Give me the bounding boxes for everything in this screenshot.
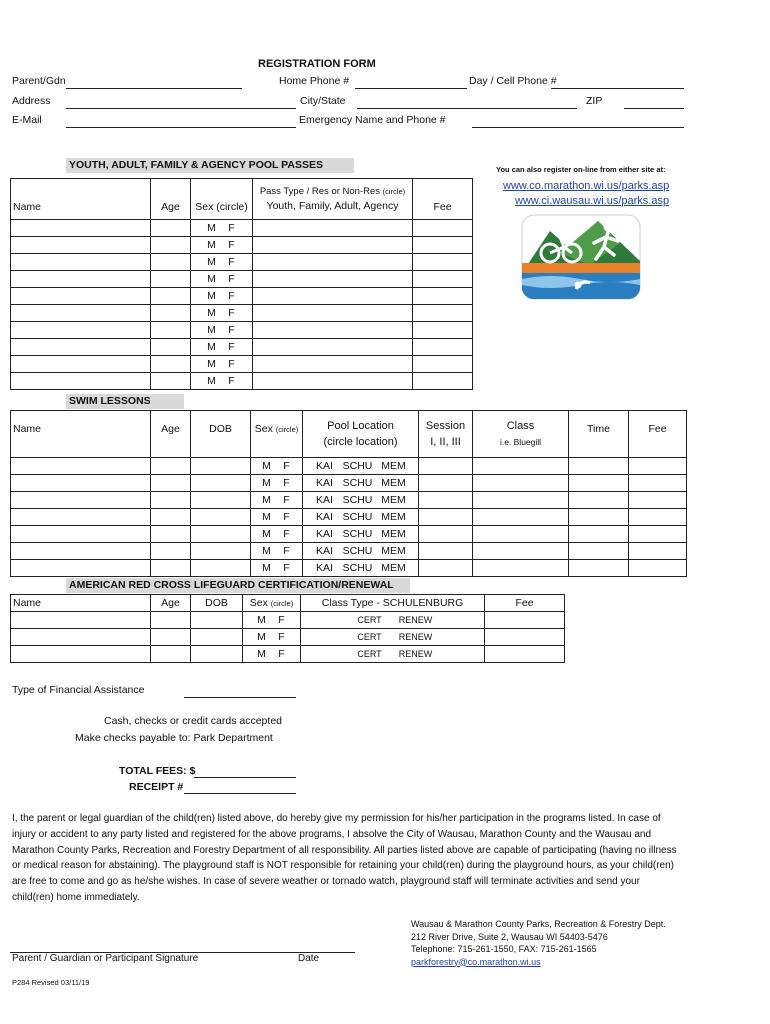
sex-cell[interactable] bbox=[191, 237, 253, 254]
loc-kai[interactable]: KAI bbox=[316, 460, 333, 472]
sex-cell[interactable] bbox=[243, 646, 301, 663]
lg-col-class: Class Type - SCHULENBURG bbox=[301, 595, 485, 612]
class-type-cell[interactable] bbox=[301, 629, 485, 646]
form-title: REGISTRATION FORM bbox=[258, 58, 376, 70]
name-cell[interactable] bbox=[11, 612, 151, 629]
dob-cell[interactable] bbox=[191, 646, 243, 663]
class-cell[interactable] bbox=[473, 543, 569, 560]
fee-cell[interactable] bbox=[629, 492, 687, 509]
loc-kai[interactable]: KAI bbox=[316, 528, 333, 540]
name-cell[interactable] bbox=[11, 373, 151, 390]
sex-f[interactable]: F bbox=[283, 511, 290, 523]
table-row bbox=[11, 475, 687, 492]
assistance-label: Type of Financial Assistance bbox=[12, 684, 145, 696]
city-state-field[interactable] bbox=[357, 108, 577, 109]
swim-rows bbox=[11, 458, 687, 577]
zip-label: ZIP bbox=[586, 95, 603, 107]
fee-cell[interactable] bbox=[485, 612, 565, 629]
sex-m[interactable]: M bbox=[207, 239, 216, 251]
receipt-field[interactable] bbox=[184, 793, 296, 794]
sex-cell[interactable] bbox=[191, 356, 253, 373]
session-note: I, II, III bbox=[430, 436, 461, 448]
age-cell[interactable] bbox=[151, 288, 191, 305]
swim-col-session bbox=[419, 411, 473, 458]
pool-location-note: (circle location) bbox=[323, 436, 398, 448]
session-cell[interactable] bbox=[419, 458, 473, 475]
loc-kai[interactable]: KAI bbox=[316, 562, 333, 574]
pool-location-cell[interactable] bbox=[303, 475, 419, 492]
fee-cell[interactable] bbox=[413, 356, 473, 373]
class-label: Class bbox=[506, 420, 535, 432]
sex-m[interactable]: M bbox=[207, 273, 216, 285]
fee-cell[interactable] bbox=[413, 288, 473, 305]
dob-cell[interactable] bbox=[191, 543, 251, 560]
sex-cell[interactable] bbox=[191, 254, 253, 271]
address-label: Address bbox=[12, 95, 51, 107]
session-cell[interactable] bbox=[419, 560, 473, 577]
sex-f[interactable]: F bbox=[283, 545, 290, 557]
pass-type-cell[interactable] bbox=[253, 254, 413, 271]
sex-cell[interactable] bbox=[243, 629, 301, 646]
pass-type-cell[interactable] bbox=[253, 339, 413, 356]
revision-note: P284 Revised 03/11/19 bbox=[12, 978, 90, 987]
loc-mem[interactable]: MEM bbox=[381, 460, 406, 472]
time-cell[interactable] bbox=[569, 560, 629, 577]
sex-cell[interactable] bbox=[191, 220, 253, 237]
sex-cell[interactable] bbox=[251, 560, 303, 577]
loc-schu[interactable]: SCHU bbox=[342, 494, 373, 506]
class-cell[interactable] bbox=[473, 526, 569, 543]
pool-location-cell[interactable] bbox=[303, 492, 419, 509]
table-row bbox=[11, 288, 473, 305]
dob-cell[interactable] bbox=[191, 509, 251, 526]
pool-pass-table bbox=[10, 178, 473, 390]
class-cell[interactable] bbox=[473, 560, 569, 577]
sex-cell[interactable] bbox=[191, 271, 253, 288]
parent-label: Parent/Gdn bbox=[12, 75, 66, 87]
renew-option[interactable]: RENEW bbox=[398, 649, 433, 659]
lg-col-dob: DOB bbox=[191, 595, 243, 612]
sex-cell[interactable] bbox=[191, 322, 253, 339]
sex-m[interactable]: M bbox=[207, 341, 216, 353]
table-row bbox=[11, 356, 473, 373]
sex-f[interactable]: F bbox=[228, 341, 235, 353]
loc-mem[interactable]: MEM bbox=[381, 494, 406, 506]
pass-type-cell[interactable] bbox=[253, 271, 413, 288]
sex-f[interactable]: F bbox=[228, 375, 235, 387]
total-fees-label: TOTAL FEES: $ bbox=[119, 765, 196, 777]
fee-cell[interactable] bbox=[413, 339, 473, 356]
sex-f[interactable]: F bbox=[228, 256, 235, 268]
parks-logo bbox=[520, 213, 642, 301]
sex-f[interactable]: F bbox=[278, 631, 285, 643]
time-cell[interactable] bbox=[569, 492, 629, 509]
waiver-text: I, the parent or legal guardian of the child(ren) listed above, do hereby give my permission for his/her participation in the programs listed. In case of injury or accident to any party listed and registered for the above programs, I absolve the City of Wausau, Marathon County and the Wausau and Marathon County Parks, Recreation and Forestry Department of all responsibility. All parties listed above are capable of participating (having no illness or medical reason for abstaining). The playground staff is NOT responsible for retaining your child(ren) during the playground hours, as your child(ren) are free to come and go as he/she wishes. In case of severe weather or tornado watch, playground staff will terminate activities and send your child(ren) home immediately. bbox=[12, 813, 677, 903]
swim-lessons-title: SWIM LESSONS bbox=[66, 394, 184, 409]
sex-f[interactable]: F bbox=[228, 273, 235, 285]
name-cell[interactable] bbox=[11, 254, 151, 271]
org-name: Wausau & Marathon County Parks, Recreation & Forestry Dept. bbox=[411, 919, 666, 929]
table-row bbox=[11, 305, 473, 322]
pool-location-cell[interactable] bbox=[303, 526, 419, 543]
table-row bbox=[11, 509, 687, 526]
sex-f[interactable]: F bbox=[278, 648, 285, 660]
class-type-cell[interactable] bbox=[301, 646, 485, 663]
pass-type-cell[interactable] bbox=[253, 237, 413, 254]
name-cell[interactable] bbox=[11, 560, 151, 577]
lifeguard-title: AMERICAN RED CROSS LIFEGUARD CERTIFICATION/RENEWAL bbox=[66, 578, 410, 593]
wausau-link[interactable]: www.ci.wausau.wi.us/parks.asp bbox=[515, 195, 670, 207]
sex-cell[interactable] bbox=[191, 339, 253, 356]
table-row bbox=[11, 339, 473, 356]
age-cell[interactable] bbox=[151, 526, 191, 543]
sex-f[interactable]: F bbox=[283, 460, 290, 472]
session-cell[interactable] bbox=[419, 509, 473, 526]
dob-cell[interactable] bbox=[191, 629, 243, 646]
class-cell[interactable] bbox=[473, 475, 569, 492]
lifeguard-rows bbox=[11, 612, 565, 663]
loc-schu[interactable]: SCHU bbox=[342, 477, 373, 489]
loc-kai[interactable]: KAI bbox=[316, 511, 333, 523]
date-label: Date bbox=[298, 953, 320, 964]
sex-cell[interactable] bbox=[191, 305, 253, 322]
loc-mem[interactable]: MEM bbox=[381, 545, 406, 557]
sex-m[interactable]: M bbox=[262, 494, 271, 506]
swim-table bbox=[10, 410, 687, 577]
emergency-field[interactable] bbox=[472, 127, 684, 128]
age-cell[interactable] bbox=[151, 356, 191, 373]
assistance-field[interactable] bbox=[184, 697, 296, 698]
age-cell[interactable] bbox=[151, 458, 191, 475]
sex-m[interactable]: M bbox=[262, 477, 271, 489]
name-cell[interactable] bbox=[11, 288, 151, 305]
dob-cell[interactable] bbox=[191, 475, 251, 492]
table-row bbox=[11, 646, 565, 663]
pool-location-cell[interactable] bbox=[303, 509, 419, 526]
age-cell[interactable] bbox=[151, 475, 191, 492]
sex-f[interactable]: F bbox=[228, 324, 235, 336]
time-cell[interactable] bbox=[569, 526, 629, 543]
age-cell[interactable] bbox=[151, 509, 191, 526]
zip-field[interactable] bbox=[624, 108, 684, 109]
class-note: i.e. Bluegill bbox=[499, 437, 542, 447]
table-row bbox=[11, 322, 473, 339]
age-cell[interactable] bbox=[151, 339, 191, 356]
name-cell[interactable] bbox=[11, 220, 151, 237]
sex-cell[interactable] bbox=[251, 543, 303, 560]
sex-m[interactable]: M bbox=[257, 631, 266, 643]
lg-sex-note: (circle) bbox=[270, 599, 294, 608]
name-cell[interactable] bbox=[11, 356, 151, 373]
renew-option[interactable]: RENEW bbox=[398, 632, 433, 642]
city-state-label: City/State bbox=[300, 95, 346, 107]
swim-col-fee: Fee bbox=[629, 411, 687, 458]
age-cell[interactable] bbox=[151, 646, 191, 663]
org-email-link[interactable]: parkforestry@co.marathon.wi.us bbox=[411, 956, 541, 967]
pool-col-name: Name bbox=[11, 179, 151, 220]
lg-col-sex bbox=[243, 595, 301, 612]
pass-type-cell[interactable] bbox=[253, 356, 413, 373]
table-row bbox=[11, 526, 687, 543]
fee-cell[interactable] bbox=[485, 629, 565, 646]
class-cell[interactable] bbox=[473, 509, 569, 526]
swim-col-class bbox=[473, 411, 569, 458]
footer-address bbox=[411, 918, 666, 968]
age-cell[interactable] bbox=[151, 543, 191, 560]
table-row bbox=[11, 458, 687, 475]
swim-sex-note: (circle) bbox=[275, 425, 299, 434]
home-phone-label: Home Phone # bbox=[279, 75, 350, 87]
age-cell[interactable] bbox=[151, 612, 191, 629]
loc-kai[interactable]: KAI bbox=[316, 494, 333, 506]
loc-mem[interactable]: MEM bbox=[381, 528, 406, 540]
signature-label: Parent / Guardian or Participant Signature bbox=[12, 953, 199, 964]
org-phone: Telephone: 715-261-1550, FAX: 715-261-1565 bbox=[411, 944, 597, 954]
dob-cell[interactable] bbox=[191, 492, 251, 509]
sex-f[interactable]: F bbox=[228, 222, 235, 234]
cell-phone-label: Day / Cell Phone # bbox=[469, 75, 557, 87]
swim-col-age: Age bbox=[151, 411, 191, 458]
pool-location-cell[interactable] bbox=[303, 458, 419, 475]
loc-schu[interactable]: SCHU bbox=[342, 545, 373, 557]
swim-col-time: Time bbox=[569, 411, 629, 458]
receipt-label: RECEIPT # bbox=[129, 781, 184, 793]
table-row bbox=[11, 373, 473, 390]
name-cell[interactable] bbox=[11, 509, 151, 526]
marathon-link[interactable]: www.co.marathon.wi.us/parks.asp bbox=[503, 180, 670, 192]
loc-mem[interactable]: MEM bbox=[381, 511, 406, 523]
sex-f[interactable]: F bbox=[283, 494, 290, 506]
table-row bbox=[11, 560, 687, 577]
sex-f[interactable]: F bbox=[228, 239, 235, 251]
pass-type-options: Youth, Family, Adult, Agency bbox=[266, 200, 399, 212]
sex-m[interactable]: M bbox=[207, 290, 216, 302]
cell-phone-field[interactable] bbox=[551, 88, 684, 89]
checks-note: Make checks payable to: Park Department bbox=[75, 732, 273, 744]
swim-col-pool bbox=[303, 411, 419, 458]
name-cell[interactable] bbox=[11, 237, 151, 254]
age-cell[interactable] bbox=[151, 373, 191, 390]
sex-m[interactable]: M bbox=[207, 358, 216, 370]
sex-m[interactable]: M bbox=[262, 511, 271, 523]
sex-m[interactable]: M bbox=[207, 307, 216, 319]
pool-col-sex: Sex (circle) bbox=[191, 179, 253, 220]
lifeguard-table bbox=[10, 594, 565, 663]
sex-m[interactable]: M bbox=[207, 324, 216, 336]
swim-col-dob: DOB bbox=[191, 411, 251, 458]
fee-cell[interactable] bbox=[413, 305, 473, 322]
sex-f[interactable]: F bbox=[228, 307, 235, 319]
pool-col-fee: Fee bbox=[413, 179, 473, 220]
table-row bbox=[11, 237, 473, 254]
sex-cell[interactable] bbox=[251, 509, 303, 526]
fee-cell[interactable] bbox=[413, 271, 473, 288]
age-cell[interactable] bbox=[151, 492, 191, 509]
table-row bbox=[11, 492, 687, 509]
class-cell[interactable] bbox=[473, 492, 569, 509]
name-cell[interactable] bbox=[11, 305, 151, 322]
swim-col-name: Name bbox=[11, 411, 151, 458]
swim-col-sex bbox=[251, 411, 303, 458]
fee-cell[interactable] bbox=[629, 526, 687, 543]
loc-kai[interactable]: KAI bbox=[316, 477, 333, 489]
sex-m[interactable]: M bbox=[262, 528, 271, 540]
loc-schu[interactable]: SCHU bbox=[342, 460, 373, 472]
age-cell[interactable] bbox=[151, 305, 191, 322]
email-label: E-Mail bbox=[12, 114, 42, 126]
online-note: You can also register on-line from either site at: bbox=[496, 165, 666, 174]
table-row bbox=[11, 254, 473, 271]
dob-cell[interactable] bbox=[191, 612, 243, 629]
name-cell[interactable] bbox=[11, 492, 151, 509]
name-cell[interactable] bbox=[11, 322, 151, 339]
name-cell[interactable] bbox=[11, 339, 151, 356]
cert-option[interactable]: CERT bbox=[357, 649, 382, 659]
age-cell[interactable] bbox=[151, 271, 191, 288]
pool-passes-title: YOUTH, ADULT, FAMILY & AGENCY POOL PASSES bbox=[66, 158, 354, 173]
name-cell[interactable] bbox=[11, 458, 151, 475]
age-cell[interactable] bbox=[151, 560, 191, 577]
loc-mem[interactable]: MEM bbox=[381, 562, 406, 574]
fee-cell[interactable] bbox=[413, 373, 473, 390]
session-cell[interactable] bbox=[419, 543, 473, 560]
fee-cell[interactable] bbox=[629, 560, 687, 577]
session-cell[interactable] bbox=[419, 492, 473, 509]
pool-location-label: Pool Location bbox=[327, 420, 394, 432]
dob-cell[interactable] bbox=[191, 458, 251, 475]
table-row bbox=[11, 271, 473, 288]
sex-f[interactable]: F bbox=[228, 290, 235, 302]
pool-col-pass bbox=[253, 179, 413, 220]
home-phone-field[interactable] bbox=[355, 88, 467, 89]
dob-cell[interactable] bbox=[191, 526, 251, 543]
time-cell[interactable] bbox=[569, 458, 629, 475]
class-type-cell[interactable] bbox=[301, 612, 485, 629]
sex-m[interactable]: M bbox=[207, 222, 216, 234]
fee-cell[interactable] bbox=[413, 322, 473, 339]
sex-m[interactable]: M bbox=[262, 460, 271, 472]
time-cell[interactable] bbox=[569, 509, 629, 526]
fee-cell[interactable] bbox=[485, 646, 565, 663]
name-cell[interactable] bbox=[11, 543, 151, 560]
loc-mem[interactable]: MEM bbox=[381, 477, 406, 489]
session-label: Session bbox=[425, 420, 466, 432]
table-row bbox=[11, 543, 687, 560]
lg-sex-label: Sex bbox=[249, 597, 268, 609]
name-cell[interactable] bbox=[11, 475, 151, 492]
age-cell[interactable] bbox=[151, 237, 191, 254]
sex-cell[interactable] bbox=[191, 288, 253, 305]
age-cell[interactable] bbox=[151, 254, 191, 271]
fee-cell[interactable] bbox=[629, 475, 687, 492]
parent-field[interactable] bbox=[66, 88, 242, 89]
pass-type-cell[interactable] bbox=[253, 305, 413, 322]
pass-type-cell[interactable] bbox=[253, 322, 413, 339]
name-cell[interactable] bbox=[11, 629, 151, 646]
loc-schu[interactable]: SCHU bbox=[342, 562, 373, 574]
table-row bbox=[11, 220, 473, 237]
age-cell[interactable] bbox=[151, 322, 191, 339]
sex-f[interactable]: F bbox=[283, 477, 290, 489]
loc-schu[interactable]: SCHU bbox=[342, 511, 373, 523]
sex-f[interactable]: F bbox=[278, 614, 285, 626]
total-fees-field[interactable] bbox=[194, 777, 296, 778]
session-cell[interactable] bbox=[419, 526, 473, 543]
pass-type-cell[interactable] bbox=[253, 288, 413, 305]
name-cell[interactable] bbox=[11, 526, 151, 543]
sex-m[interactable]: M bbox=[207, 256, 216, 268]
sex-cell[interactable] bbox=[251, 475, 303, 492]
lg-col-age: Age bbox=[151, 595, 191, 612]
age-cell[interactable] bbox=[151, 220, 191, 237]
age-cell[interactable] bbox=[151, 629, 191, 646]
sex-f[interactable]: F bbox=[228, 358, 235, 370]
fee-cell[interactable] bbox=[629, 458, 687, 475]
table-row bbox=[11, 612, 565, 629]
org-street: 212 River Drive, Suite 2, Wausau WI 54403-5476 bbox=[411, 931, 608, 942]
sex-m[interactable]: M bbox=[257, 614, 266, 626]
time-cell[interactable] bbox=[569, 543, 629, 560]
address-field[interactable] bbox=[66, 108, 296, 109]
cash-note: Cash, checks or credit cards accepted bbox=[104, 715, 282, 727]
cert-option[interactable]: CERT bbox=[357, 632, 382, 642]
lg-col-name: Name bbox=[11, 595, 151, 612]
renew-option[interactable]: RENEW bbox=[398, 615, 433, 625]
session-cell[interactable] bbox=[419, 475, 473, 492]
sex-f[interactable]: F bbox=[283, 528, 290, 540]
sex-m[interactable]: M bbox=[262, 562, 271, 574]
fee-cell[interactable] bbox=[629, 543, 687, 560]
fee-cell[interactable] bbox=[629, 509, 687, 526]
lg-col-fee: Fee bbox=[485, 595, 565, 612]
loc-schu[interactable]: SCHU bbox=[342, 528, 373, 540]
pool-location-cell[interactable] bbox=[303, 560, 419, 577]
table-row bbox=[11, 629, 565, 646]
sex-m[interactable]: M bbox=[262, 545, 271, 557]
fee-cell[interactable] bbox=[413, 237, 473, 254]
sex-m[interactable]: M bbox=[257, 648, 266, 660]
dob-cell[interactable] bbox=[191, 560, 251, 577]
email-field[interactable] bbox=[66, 127, 296, 128]
sex-cell[interactable] bbox=[191, 373, 253, 390]
fee-cell[interactable] bbox=[413, 254, 473, 271]
class-cell[interactable] bbox=[473, 458, 569, 475]
emergency-label: Emergency Name and Phone # bbox=[299, 114, 446, 126]
pool-location-cell[interactable] bbox=[303, 543, 419, 560]
sex-cell[interactable] bbox=[243, 612, 301, 629]
time-cell[interactable] bbox=[569, 475, 629, 492]
sex-cell[interactable] bbox=[251, 458, 303, 475]
loc-kai[interactable]: KAI bbox=[316, 545, 333, 557]
sex-f[interactable]: F bbox=[283, 562, 290, 574]
cert-option[interactable]: CERT bbox=[357, 615, 382, 625]
name-cell[interactable] bbox=[11, 646, 151, 663]
pass-type-label: Pass Type / Res or Non-Res bbox=[259, 186, 381, 197]
sex-m[interactable]: M bbox=[207, 375, 216, 387]
pass-circle-note: (circle) bbox=[382, 187, 406, 196]
name-cell[interactable] bbox=[11, 271, 151, 288]
sex-cell[interactable] bbox=[251, 492, 303, 509]
pass-type-cell[interactable] bbox=[253, 373, 413, 390]
pool-pass-rows bbox=[11, 220, 473, 390]
pass-type-cell[interactable] bbox=[253, 220, 413, 237]
fee-cell[interactable] bbox=[413, 220, 473, 237]
sex-cell[interactable] bbox=[251, 526, 303, 543]
pool-col-age: Age bbox=[151, 179, 191, 220]
swim-sex-label: Sex bbox=[254, 423, 273, 435]
